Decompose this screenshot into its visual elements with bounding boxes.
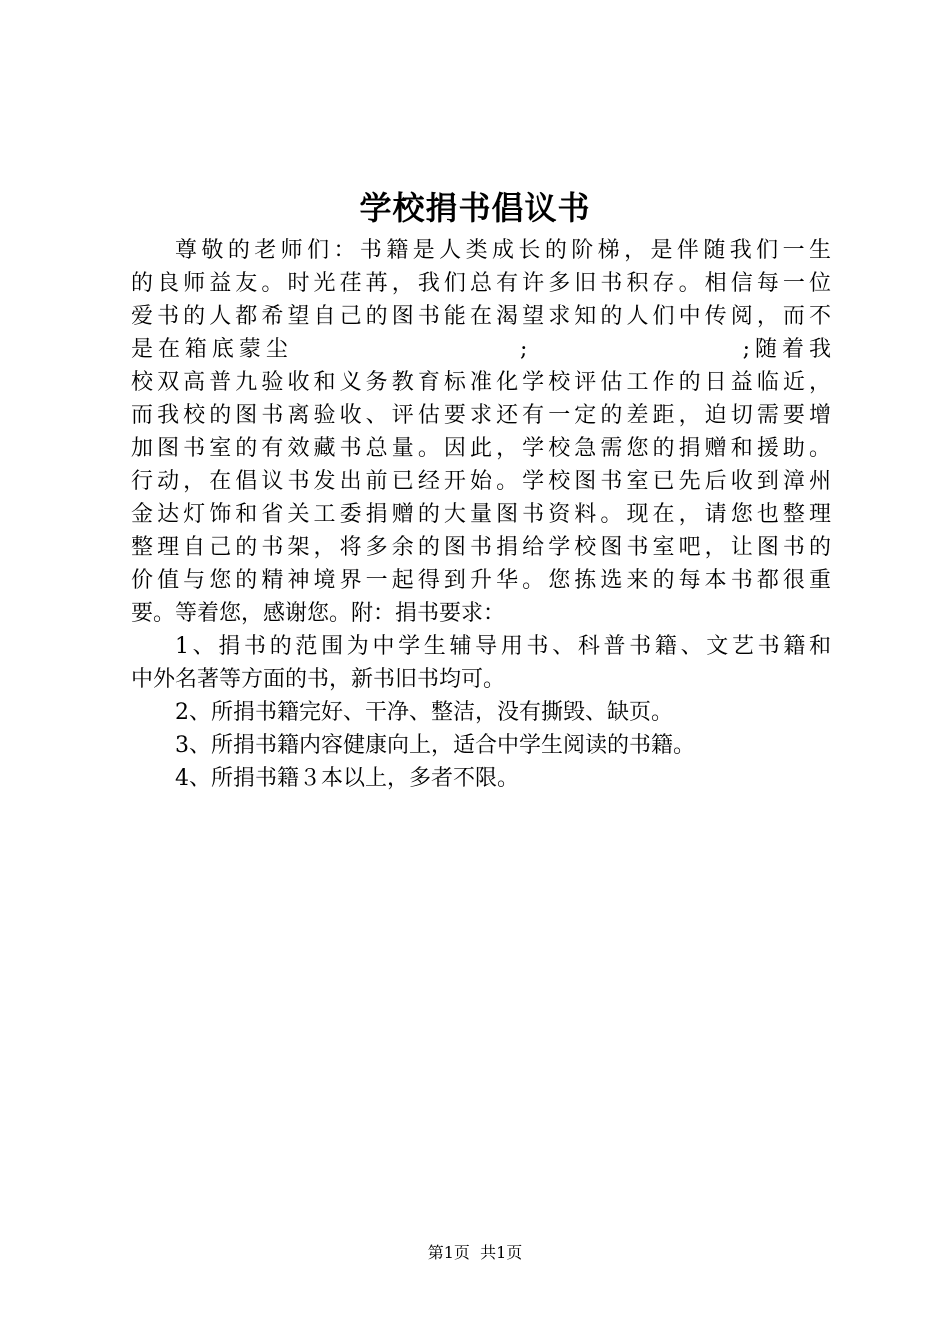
page-footer: 第1页 共1页 bbox=[427, 1243, 523, 1262]
document-title: 学校捐书倡议书 bbox=[359, 189, 591, 227]
body-line: 行动，在倡议书发出前已经开始。学校图书室已先后收到漳州 bbox=[131, 469, 831, 494]
body-line: 是在箱底蒙尘 ; ;随着我 bbox=[131, 337, 831, 362]
body-line: 金达灯饰和省关工委捐赠的大量图书资料。现在，请您也整理 bbox=[131, 502, 831, 527]
requirement-item-3: 3、所捐书籍内容健康向上，适合中学生阅读的书籍。 bbox=[175, 733, 695, 758]
document-body bbox=[131, 234, 831, 795]
body-line: 校双高普九验收和义务教育标准化学校评估工作的日益临近， bbox=[131, 370, 831, 395]
body-line: 要。等着您，感谢您。附：捐书要求： bbox=[131, 601, 506, 626]
body-line: 而我校的图书离验收、评估要求还有一定的差距，迫切需要增 bbox=[131, 403, 831, 428]
body-line: 整理自己的书架，将多余的图书捐给学校图书室吧，让图书的 bbox=[131, 535, 831, 560]
body-line: 价值与您的精神境界一起得到升华。您拣选来的每本书都很重 bbox=[131, 568, 831, 593]
requirement-item-1: 1、捐书的范围为中学生辅导用书、科普书籍、文艺书籍和 bbox=[175, 634, 831, 659]
body-line: 爱书的人都希望自己的图书能在渴望求知的人们中传阅，而不 bbox=[131, 304, 831, 329]
body-line: 加图书室的有效藏书总量。因此，学校急需您的捐赠和援助。 bbox=[131, 436, 831, 461]
requirement-item-4: 4、所捐书籍３本以上，多者不限。 bbox=[175, 766, 519, 791]
body-line: 尊敬的老师们：书籍是人类成长的阶梯，是伴随我们一生 bbox=[175, 238, 831, 263]
requirement-item-1-cont: 中外名著等方面的书，新书旧书均可。 bbox=[131, 667, 506, 692]
body-line: 的良师益友。时光荏苒，我们总有许多旧书积存。相信每一位 bbox=[131, 271, 831, 296]
requirement-item-2: 2、所捐书籍完好、干净、整洁，没有撕毁、缺页。 bbox=[175, 700, 673, 725]
